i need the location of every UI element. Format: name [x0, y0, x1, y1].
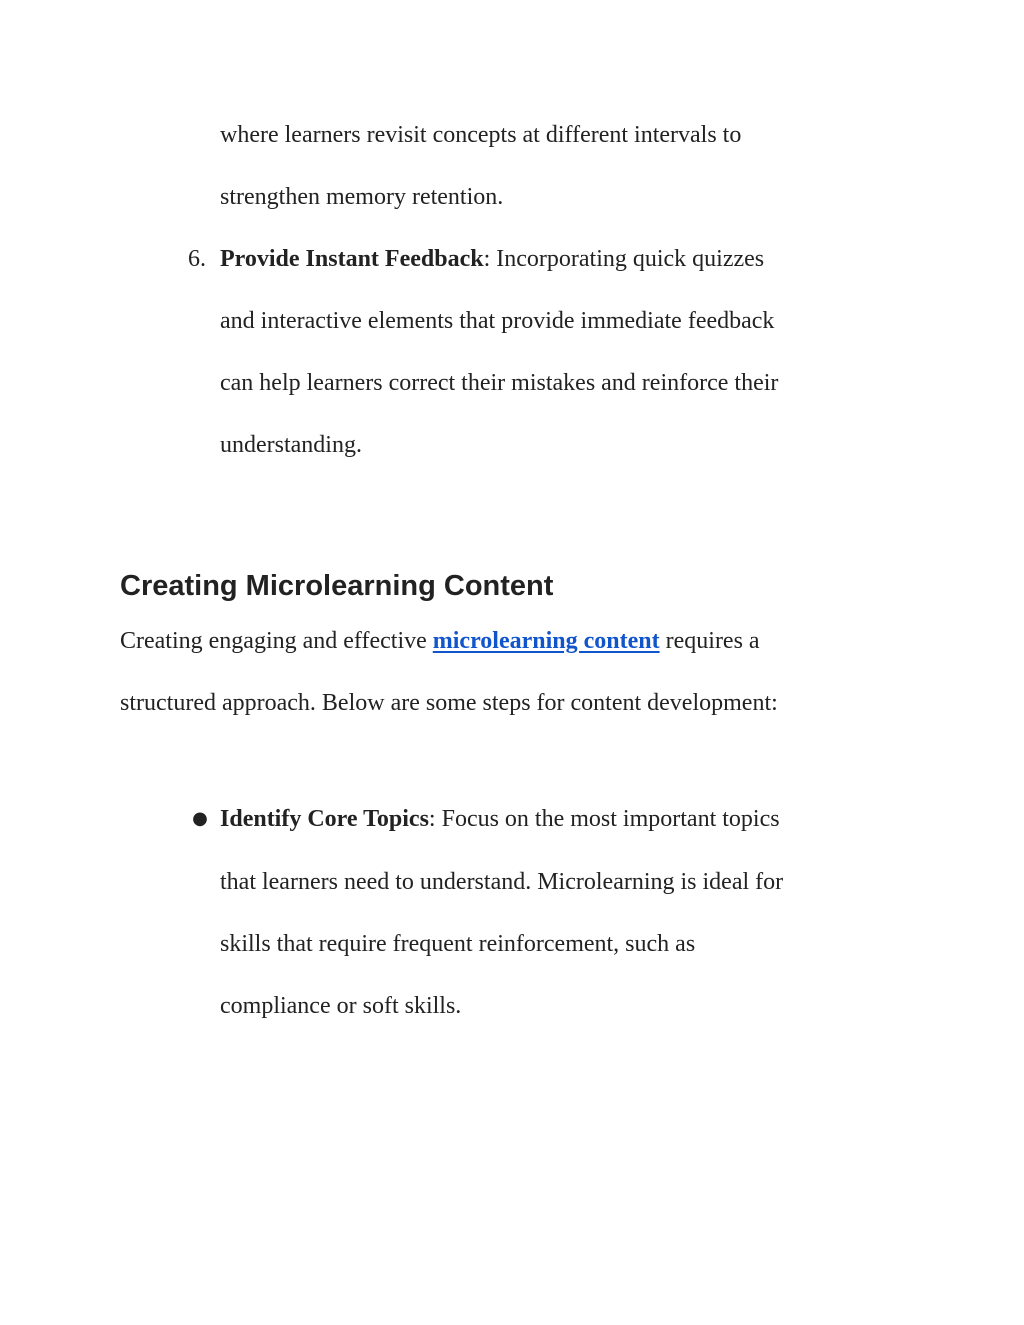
bullet-item-1-line-2: that learners need to understand. Microlearning is ideal for: [220, 869, 784, 895]
list-item-6-term: Provide Instant Feedback: [220, 246, 484, 272]
bullet-icon: ●: [192, 808, 208, 829]
section-paragraph-line-1: [120, 626, 760, 656]
list-item-6-line-3: can help learners correct their mistakes and reinforce their: [220, 370, 779, 396]
list-number-6: 6.: [188, 246, 206, 272]
bullet-item-1-line-3: skills that require frequent reinforcement, such as: [220, 931, 696, 957]
paragraph-text-after-link: requires a: [659, 628, 760, 654]
list-item-continuation-line-1: where learners revisit concepts at different intervals to: [220, 122, 742, 148]
bullet-item-1-line-1: [220, 804, 780, 834]
bullet-item-1-term: Identify Core Topics: [220, 806, 429, 832]
list-item-continuation-line-2: strengthen memory retention.: [220, 184, 504, 210]
list-item-6-line-4: understanding.: [220, 432, 362, 458]
bullet-item-1-line-4: compliance or soft skills.: [220, 993, 462, 1019]
paragraph-text-before-link: Creating engaging and effective: [120, 628, 433, 654]
section-paragraph-line-2: structured approach. Below are some steps for content development:: [120, 690, 778, 716]
list-item-6-line-2: and interactive elements that provide immediate feedback: [220, 308, 775, 334]
bullet-item-1-text: : Focus on the most important topics: [428, 806, 780, 832]
list-item-6-text: : Incorporating quick quizzes: [483, 246, 765, 272]
microlearning-content-link[interactable]: microlearning content: [432, 628, 660, 654]
list-item-6-line-1: [220, 244, 764, 274]
section-heading: Creating Microlearning Content: [120, 570, 554, 602]
